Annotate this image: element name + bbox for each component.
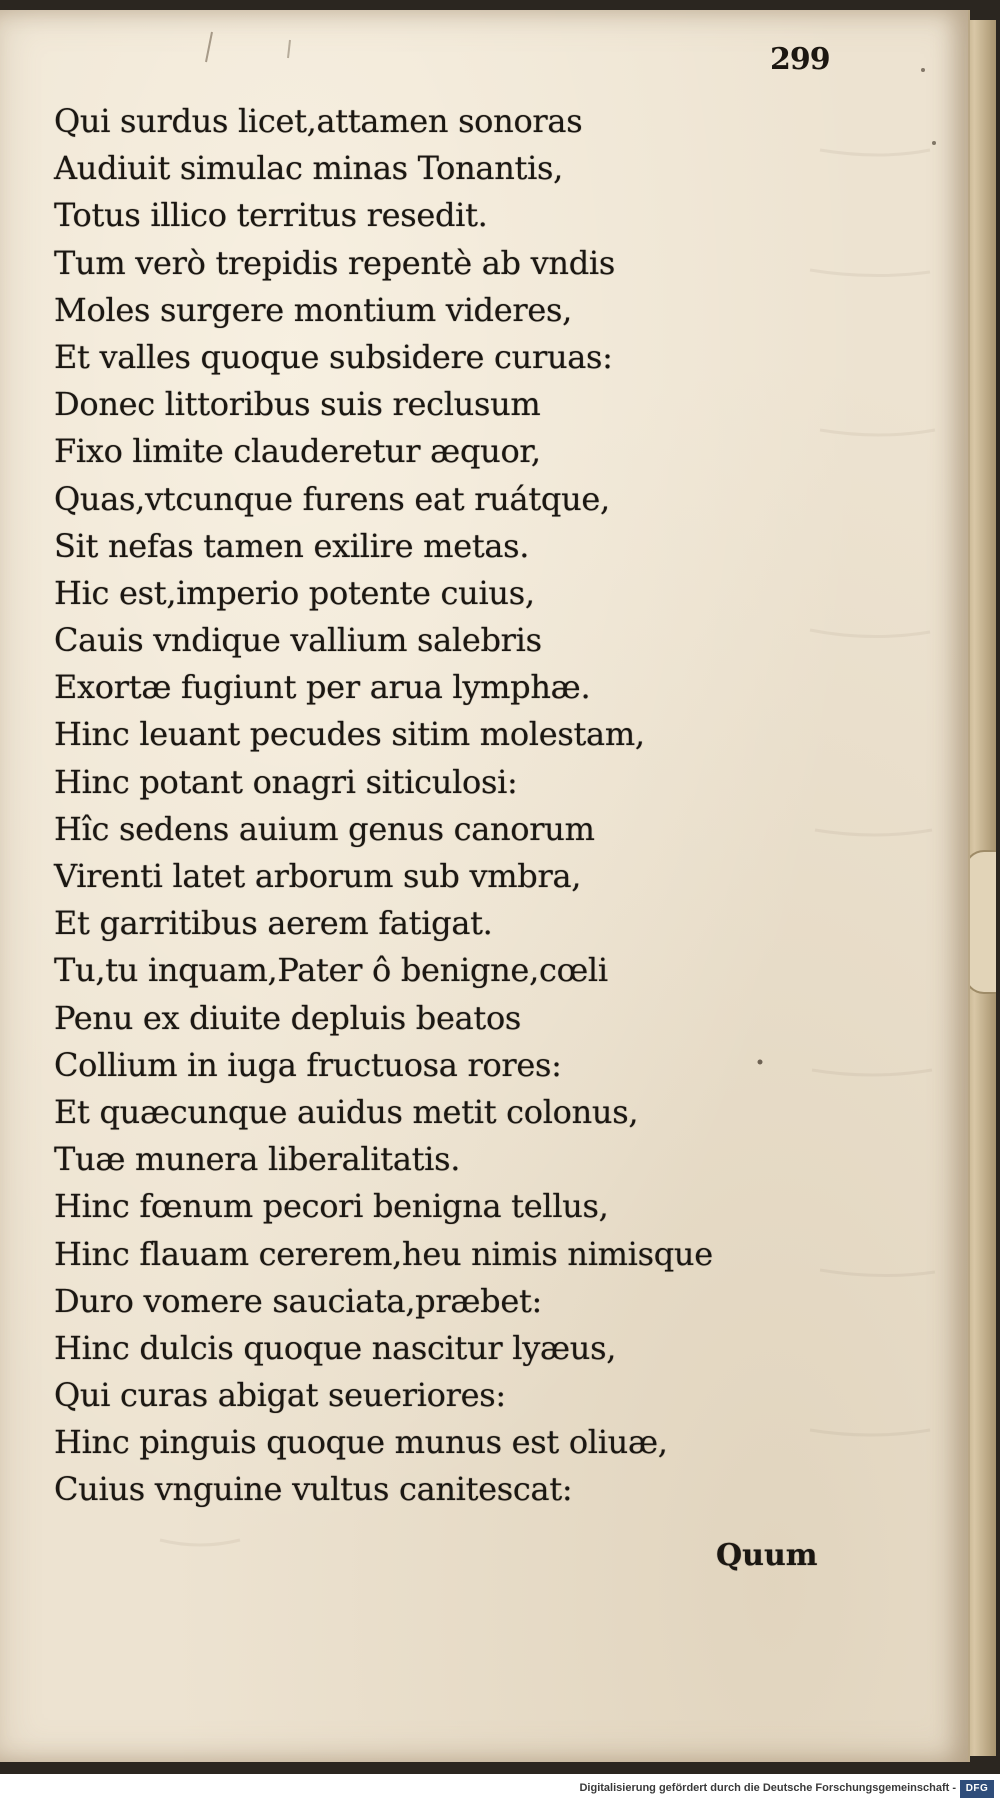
verse-line: Duro vomere sauciata,præbet: xyxy=(54,1281,543,1320)
verse-line: Hinc leuant pecudes sitim molestam, xyxy=(54,715,645,754)
verse-line: Totus illico territus resedit. xyxy=(54,196,488,235)
verse-line: Hinc pinguis quoque munus est oliuæ, xyxy=(54,1423,668,1462)
verse-line: Et quæcunque auidus metit colonus, xyxy=(54,1092,639,1131)
verse-line: Hinc flauam cererem,heu nimis nimisque xyxy=(54,1234,713,1273)
verse-line: Hîc sedens auium genus canorum xyxy=(54,809,595,848)
page-number: 299 xyxy=(770,42,830,77)
verse-line: Collium in iuga fructuosa rores: xyxy=(54,1045,562,1084)
verse-line: Donec littoribus suis reclusum xyxy=(54,385,541,424)
dfg-logo-icon[interactable]: DFG xyxy=(960,1780,994,1798)
verse-line: Cuius vnguine vultus canitescat: xyxy=(54,1470,573,1509)
verse-line: Hinc fœnum pecori benigna tellus, xyxy=(54,1187,609,1226)
verse-line: Tuæ munera liberalitatis. xyxy=(54,1140,461,1179)
verse-line: Sit nefas tamen exilire metas. xyxy=(54,526,530,565)
poem-verse xyxy=(54,98,834,1514)
verse-line: Virenti latet arborum sub vmbra, xyxy=(54,857,582,895)
verse-line: Hinc potant onagri siticulosi: xyxy=(54,762,518,801)
verse-line: Hinc dulcis quoque nascitur lyæus, xyxy=(54,1328,617,1367)
verse-line: Moles surgere montium videres, xyxy=(54,290,572,329)
verse-line: Audiuit simulac minas Tonantis, xyxy=(54,149,563,188)
verse-line: Et garritibus aerem fatigat. xyxy=(54,904,493,943)
verse-line: Et valles quoque subsidere curuas: xyxy=(54,337,613,376)
catchword: Quum xyxy=(716,1538,818,1573)
verse-line: Tum verò trepidis repentè ab vndis xyxy=(54,243,615,282)
book-page xyxy=(0,10,970,1762)
verse-line: Cauis vndique vallium salebris xyxy=(54,621,542,660)
verse-line: Quas,vtcunque furens eat ruátque, xyxy=(54,479,610,518)
verse-line: Tu,tu inquam,Pater ô benigne,cœli xyxy=(54,951,608,990)
verse-line: Hic est,imperio potente cuius, xyxy=(54,573,535,612)
verse-line: Qui surdus licet,attamen sonoras xyxy=(54,102,583,140)
verse-line: Fixo limite clauderetur æquor, xyxy=(54,432,541,471)
verse-line: Qui curas abigat seueriores: xyxy=(54,1376,506,1415)
funding-notice: Digitalisierung gefördert durch die Deutsche Forschungsgemeinschaft - xyxy=(579,1782,956,1794)
verse-line: Penu ex diuite depluis beatos xyxy=(54,998,522,1037)
verse-line: Exortæ fugiunt per arua lymphæ. xyxy=(54,668,591,707)
digitization-footer xyxy=(0,1774,1000,1806)
